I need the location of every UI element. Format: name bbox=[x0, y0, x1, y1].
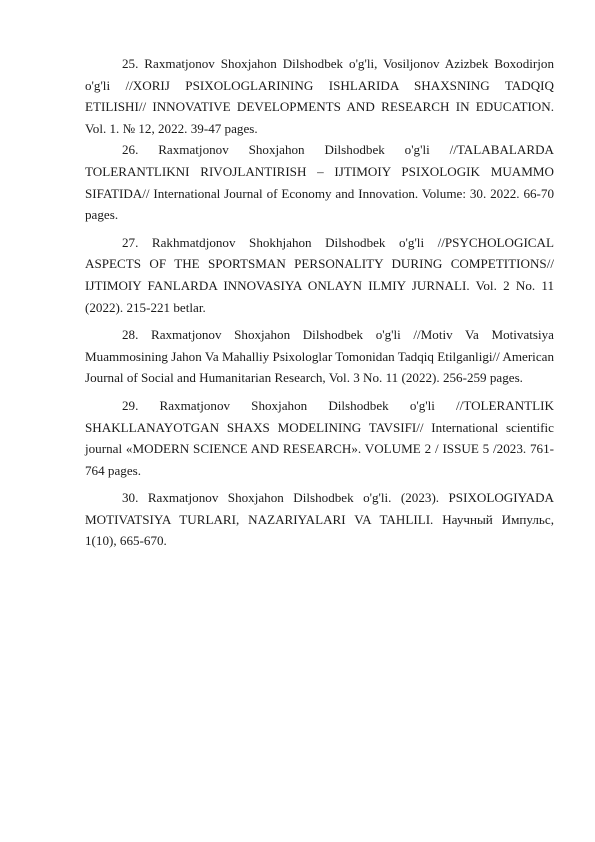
reference-25: 25. Raxmatjonov Shoxjahon Dilshodbek o'g'li, Vosiljonov Azizbek Boxodirjon o'g'li //XORIJ PSIXOLOGLARINING ISHLARIDA SHAXSNING TADQIQ ETILISHI// INNOVATIVE DEVELOPMENTS AND RESEARCH IN EDUCATION. Vol. 1. № 12, 2022. 39-47 pages. bbox=[85, 56, 554, 136]
reference-list bbox=[85, 53, 554, 552]
reference-26: 26. Raxmatjonov Shoxjahon Dilshodbek o'g'li //TALABALARDA TOLERANTLIKNI RIVOJLANTIRISH – IJTIMOIY PSIXOLOGIK MUAMMO SIFATIDA// International Journal of Economy and Innovation. Volume: 30. 2022. 66-70 pages. bbox=[85, 142, 554, 223]
reference-27: 27. Rakhmatdjonov Shokhjahon Dilshodbek o'g'li //PSYCHOLOGICAL ASPECTS OF THE SPORTSMAN PERSONALITY DURING COMPETITIONS// IJTIMOIY FANLARDA INNOVASIYA ONLAYN ILMIY JURNALI. Vol. 2 No. 11 (2022). 215-221 betlar. bbox=[85, 234, 554, 315]
reference-28: 28. Raxmatjonov Shoxjahon Dilshodbek o'g'li //Motiv Va Motivatsiya Muammosining Jahon Va Mahalliy Psixologlar Tomonidan Tadqiq Etilganligi// American Journal of Social and Humanitarian Research, Vol. 3 No. 11 (2022). 256-259 pages. bbox=[85, 327, 554, 386]
reference-29: 29. Raxmatjonov Shoxjahon Dilshodbek o'g'li //TOLERANTLIK SHAKLLANAYOTGAN SHAXS MODELINING TAVSIFI// International scientific journal «MODERN SCIENCE AND RESEARCH». VOLUME 2 / ISSUE 5 /2023. 761-764 pages. bbox=[85, 397, 554, 478]
reference-30: 30. Raxmatjonov Shoxjahon Dilshodbek o'g'li. (2023). PSIXOLOGIYADA MOTIVATSIYA TURLARI, NAZARIYALARI VA TAHLILI. Научный Импульс, 1(10), 665-670. bbox=[85, 490, 554, 549]
